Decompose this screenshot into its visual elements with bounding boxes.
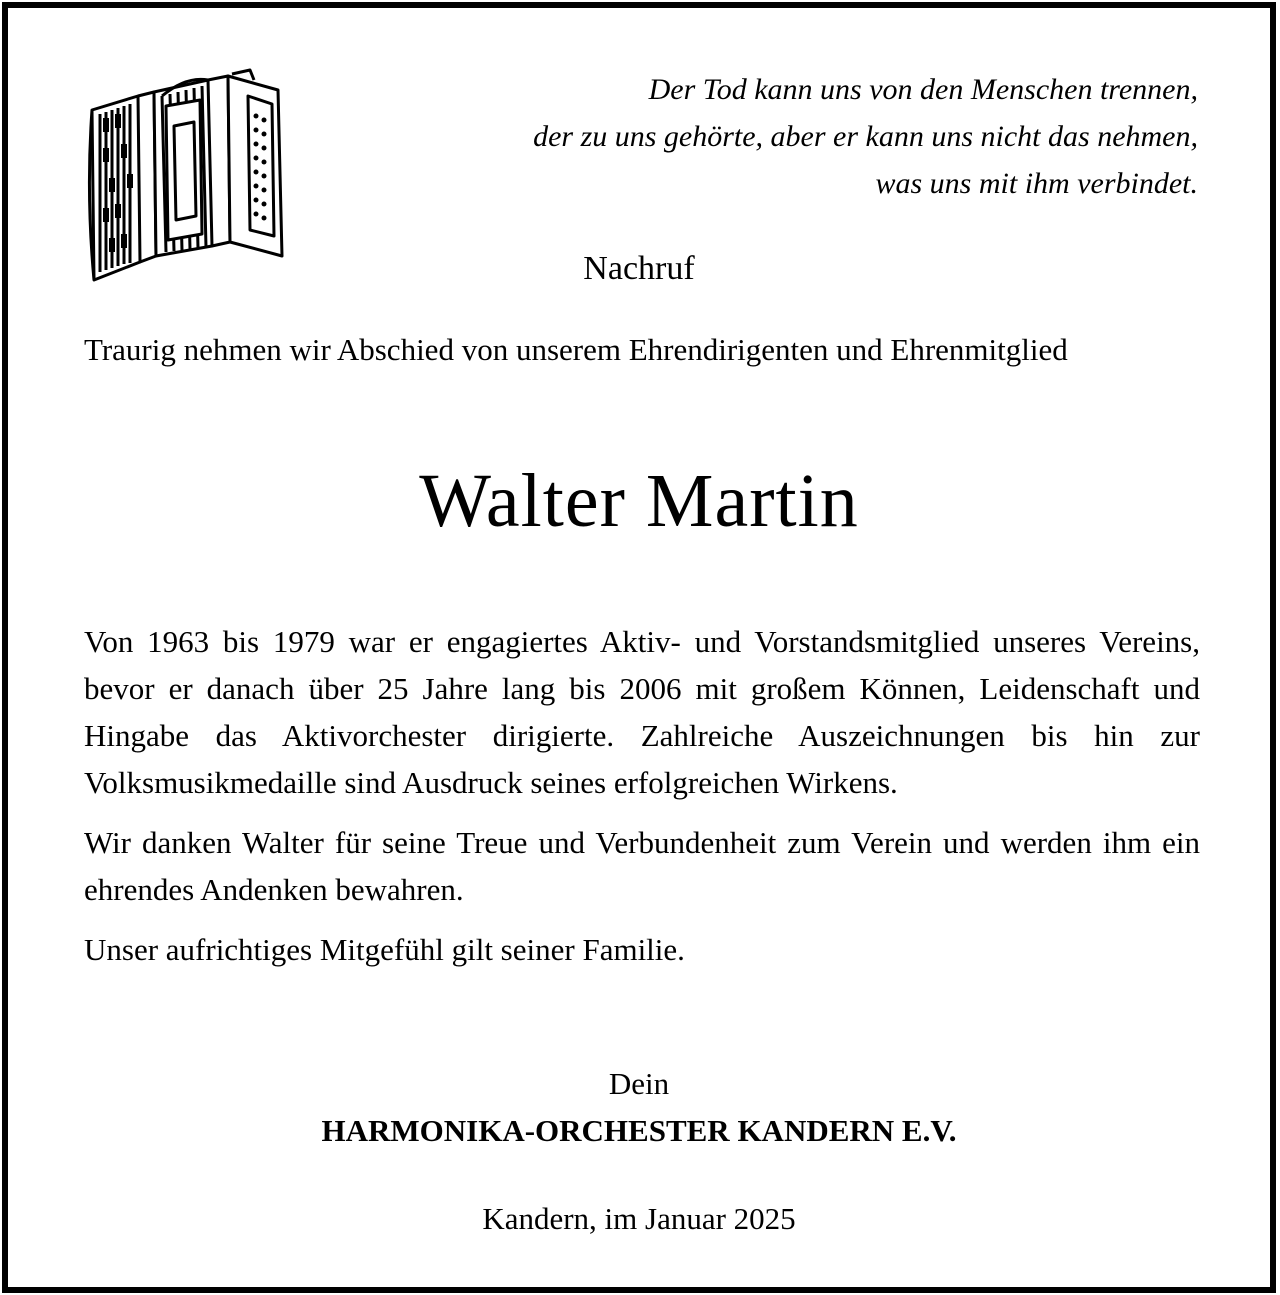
quote-line-3: was uns mit ihm verbindet.: [875, 167, 1198, 200]
paragraph-condolence: Unser aufrichtiges Mitgefühl gilt seiner Familie.: [84, 932, 685, 967]
intro-text: Traurig nehmen wir Abschied von unserem Ehrendirigenten und Ehrenmitglied: [84, 332, 1068, 367]
obituary-notice: [2, 2, 1276, 1293]
deceased-name: Walter Martin: [419, 459, 859, 543]
quote-line-2: der zu uns gehörte, aber er kann uns nicht das nehmen,: [533, 120, 1198, 153]
paragraph-career: Von 1963 bis 1979 war er engagiertes Aktiv- und Vorstandsmitglied unseres Vereins, bevor er danach über 25 Jahre lang bis 2006 mit großem Können, Leidenschaft und Hingabe das Aktivorchester dirigierte. Zahlreiche Auszeichnungen bis hin zur Volksmusikmedaille sind Ausdruck seines erfolgreichen Wirkens.: [84, 624, 1200, 800]
quote-line-1: Der Tod kann uns von den Menschen trennen,: [648, 73, 1198, 106]
organization-name: HARMONIKA-ORCHESTER KANDERN E.V.: [321, 1113, 957, 1148]
notice-heading: Nachruf: [583, 250, 695, 287]
place-date: Kandern, im Januar 2025: [482, 1201, 796, 1236]
closing-salutation: Dein: [608, 1066, 670, 1101]
epigraph-quote: [378, 66, 1198, 207]
closing-block: [8, 1060, 1270, 1242]
paragraph-thanks: Wir danken Walter für seine Treue und Verbundenheit zum Verein und werden ihm ein ehrendes Andenken bewahren.: [84, 825, 1200, 907]
obituary-body: [84, 618, 1200, 986]
